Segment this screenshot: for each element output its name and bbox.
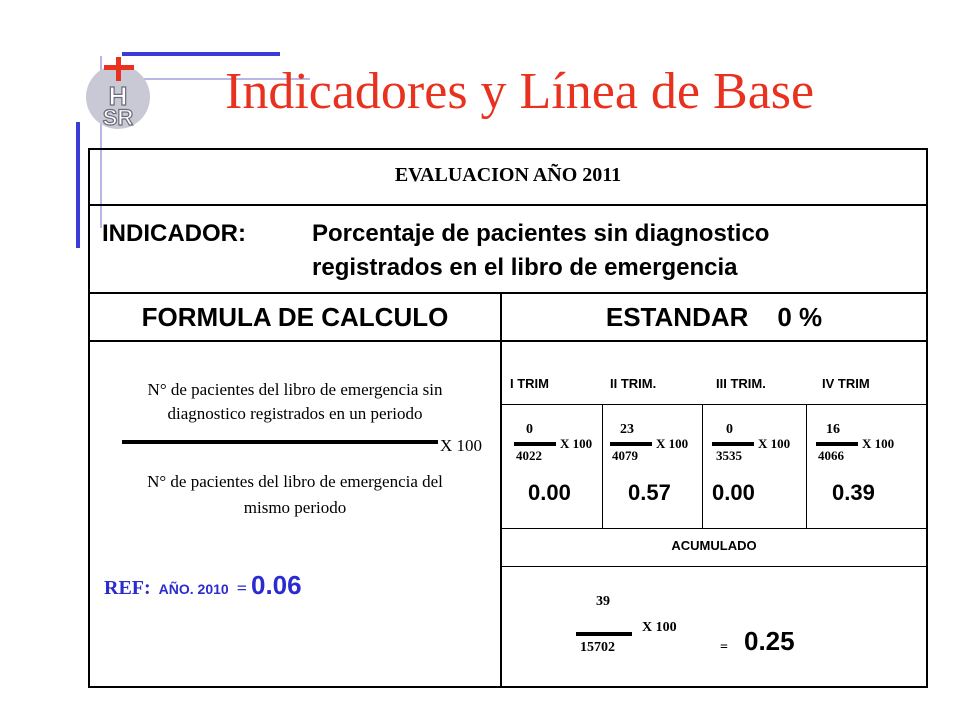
quarter-divider — [602, 404, 603, 528]
ref-eq: = — [236, 578, 247, 598]
formula-header: FORMULA DE CALCULO — [141, 302, 449, 332]
reference-line — [104, 570, 302, 601]
q4-result: 0.39 — [832, 480, 875, 505]
q1-multiplier: X 100 — [560, 436, 593, 451]
formula-multiplier: X 100 — [440, 436, 483, 455]
row-divider — [90, 204, 926, 206]
svg-text:SR: SR — [102, 105, 134, 130]
column-divider — [500, 292, 502, 686]
q2-numerator: 23 — [620, 422, 634, 437]
q4-multiplier: X 100 — [862, 436, 895, 451]
quarter-divider — [806, 404, 807, 528]
quarter-label: II TRIM. — [610, 376, 657, 391]
q1-fraction-bar — [514, 442, 556, 446]
formula-numerator-1: N° de pacientes del libro de emergencia sin — [147, 380, 443, 399]
ref-value: 0.06 — [250, 570, 302, 600]
indicator-line-2: registrados en el libro de emergencia — [312, 254, 738, 281]
quarter-label: IV TRIM — [822, 376, 870, 391]
quarter-divider — [702, 404, 703, 528]
q4-fraction-bar — [816, 442, 858, 446]
acumulado-result: 0.25 — [744, 626, 795, 656]
evaluation-header: EVALUACION AÑO 2011 — [394, 164, 622, 186]
evaluation-table — [88, 148, 928, 688]
q2-multiplier: X 100 — [656, 436, 689, 451]
estandar-label-text: ESTANDAR — [605, 302, 749, 332]
acumulado-label: ACUMULADO — [671, 538, 757, 553]
row-divider — [500, 566, 926, 567]
acumulado-multiplier: X 100 — [642, 620, 677, 635]
q1-numerator: 0 — [526, 422, 533, 437]
formula-denominator-1: N° de pacientes del libro de emergencia del — [147, 472, 443, 491]
decor-line-left-dark — [76, 122, 80, 248]
acumulado-fraction-bar — [576, 632, 632, 636]
indicator-line-1: Porcentaje de pacientes sin diagnostico — [312, 220, 770, 247]
row-divider — [90, 340, 926, 342]
q3-denominator: 3535 — [716, 448, 742, 463]
q2-result: 0.57 — [628, 480, 671, 505]
formula-numerator-2: diagnostico registrados en un periodo — [167, 404, 423, 423]
formula-fraction-bar — [122, 440, 438, 444]
quarter-label: I TRIM — [510, 376, 549, 391]
row-divider — [500, 528, 926, 529]
page-title: Indicadores y Línea de Base — [225, 63, 815, 120]
svg-text:H: H — [108, 81, 128, 111]
indicator-label: INDICADOR: — [102, 220, 246, 247]
q3-numerator: 0 — [726, 422, 733, 437]
q3-multiplier: X 100 — [758, 436, 791, 451]
q1-result: 0.00 — [528, 480, 571, 505]
ref-year: AÑO. 2010 — [158, 581, 229, 597]
formula-denominator-2: mismo periodo — [243, 498, 347, 517]
ref-label: REF: — [104, 577, 151, 599]
quarter-label: III TRIM. — [716, 376, 766, 391]
hospital-logo-icon — [78, 55, 158, 135]
acumulado-eq: = — [720, 640, 728, 655]
q4-numerator: 16 — [826, 422, 840, 437]
q2-denominator: 4079 — [612, 448, 638, 463]
q3-result: 0.00 — [712, 480, 755, 505]
row-divider — [90, 292, 926, 294]
q1-denominator: 4022 — [516, 448, 542, 463]
estandar-value: 0 % — [777, 302, 823, 332]
row-divider — [500, 404, 926, 405]
q2-fraction-bar — [610, 442, 652, 446]
acumulado-numerator: 39 — [596, 594, 610, 609]
q4-denominator: 4066 — [818, 448, 844, 463]
acumulado-denominator: 15702 — [580, 640, 615, 655]
q3-fraction-bar — [712, 442, 754, 446]
estandar-label — [502, 302, 926, 333]
